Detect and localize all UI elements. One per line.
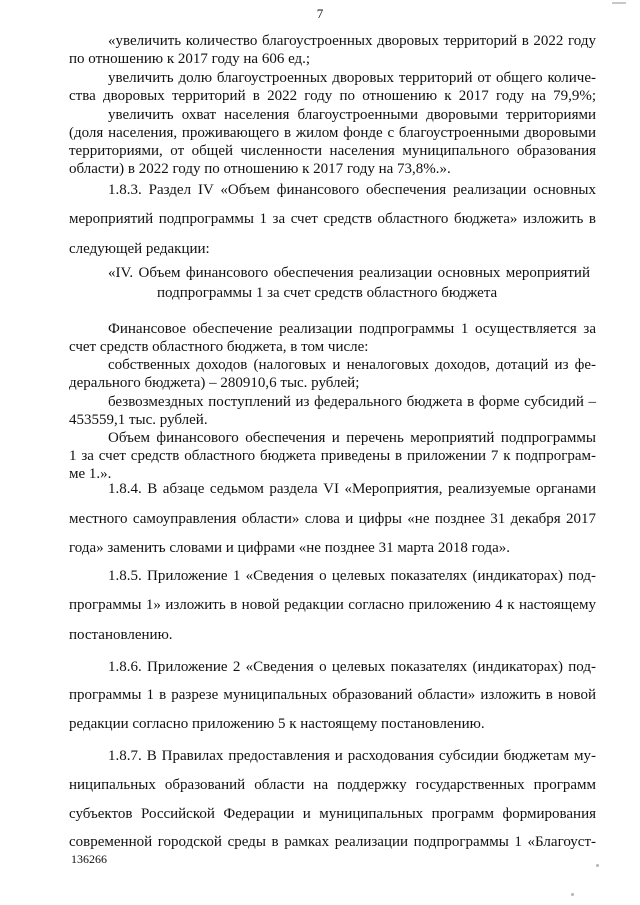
- text-line: увеличить долю благоустроенных дворовых территорий от общего количе-: [108, 70, 596, 86]
- text-line: редакции согласно приложению 5 к настоящему постановлению.: [69, 716, 485, 732]
- text-line: 1 за счет средств областного бюджета приведены в приложении 7 к подпрограм-: [69, 448, 596, 464]
- text-line: Финансовое обеспечение реализации подпрограммы 1 осуществляется за: [108, 321, 596, 337]
- text-line: ме 1.».: [69, 466, 112, 482]
- text-line: «увеличить количество благоустроенных дворовых территорий в 2022 году: [108, 33, 596, 49]
- text-line: постановлению.: [69, 627, 173, 643]
- document-code: 136266: [71, 852, 107, 866]
- text-line: мероприятий подпрограммы 1 за счет средств областного бюджета» изложить в: [69, 211, 596, 227]
- text-line: ства дворовых территорий в 2022 году по отношению к 2017 году на 79,9%;: [69, 88, 596, 104]
- speck: [596, 864, 599, 867]
- text-line: программы 1» изложить в новой редакции согласно приложению 4 к настоящему: [69, 597, 596, 613]
- text-line: 1.8.4. В абзаце седьмом раздела VI «Мероприятия, реализуемые органами: [108, 481, 596, 497]
- text-line: местного самоуправления области» слова и цифры «не позднее 31 декабря 2017: [69, 511, 596, 527]
- text-line: 453559,1 тыс. рублей.: [69, 412, 208, 428]
- page-number: 7: [316, 6, 324, 21]
- speck: [571, 893, 574, 896]
- text-line: ниципальных образований области на поддержку государственных программ: [69, 777, 596, 793]
- text-line: увеличить охват населения благоустроенными дворовыми территориями: [108, 107, 596, 123]
- text-line: 1.8.7. В Правилах предоставления и расходования субсидии бюджетам му-: [108, 748, 596, 764]
- text-line: 1.8.3. Раздел IV «Объем финансового обеспечения реализации основных: [108, 182, 596, 198]
- text-line: области) в 2022 году по отношению к 2017 году на 73,8%.».: [69, 161, 451, 177]
- corner-mark: [612, 2, 626, 4]
- text-line: счет средств областного бюджета, в том числе:: [69, 339, 369, 355]
- text-line: программы 1 в разрезе муниципальных образований области» изложить в новой: [69, 687, 596, 703]
- text-line: по отношению к 2017 году на 606 ед.;: [69, 51, 311, 67]
- text-line: Объем финансового обеспечения и перечень мероприятий подпрограммы: [108, 430, 596, 446]
- text-line: субъектов Российской Федерации и муниципальных программ формирования: [69, 806, 596, 822]
- text-line: следующей редакции:: [69, 241, 210, 257]
- text-line: (доля населения, проживающего в жилом фонде с благоустроенными дворовыми: [69, 125, 596, 141]
- text-line: 1.8.5. Приложение 1 «Сведения о целевых показателях (индикаторах) под-: [108, 568, 596, 584]
- text-line: территориями, от общей численности населения муниципального образования: [69, 143, 596, 159]
- text-line: безвозмездных поступлений из федерального бюджета в форме субсидий –: [108, 394, 596, 410]
- text-line: современной городской среды в рамках реализации подпрограммы 1 «Благоуст-: [69, 834, 596, 850]
- text-line: дерального бюджета) – 280910,6 тыс. рублей;: [69, 375, 360, 391]
- text-line: собственных доходов (налоговых и неналоговых доходов, дотаций из фе-: [108, 357, 596, 373]
- text-line: подпрограммы 1 за счет средств областного бюджета: [157, 285, 498, 301]
- text-line: года» заменить словами и цифрами «не позднее 31 марта 2018 года».: [69, 540, 510, 556]
- text-line: 1.8.6. Приложение 2 «Сведения о целевых показателях (индикаторах) под-: [108, 659, 596, 675]
- text-line: «IV. Объем финансового обеспечения реализации основных мероприятий: [108, 265, 590, 281]
